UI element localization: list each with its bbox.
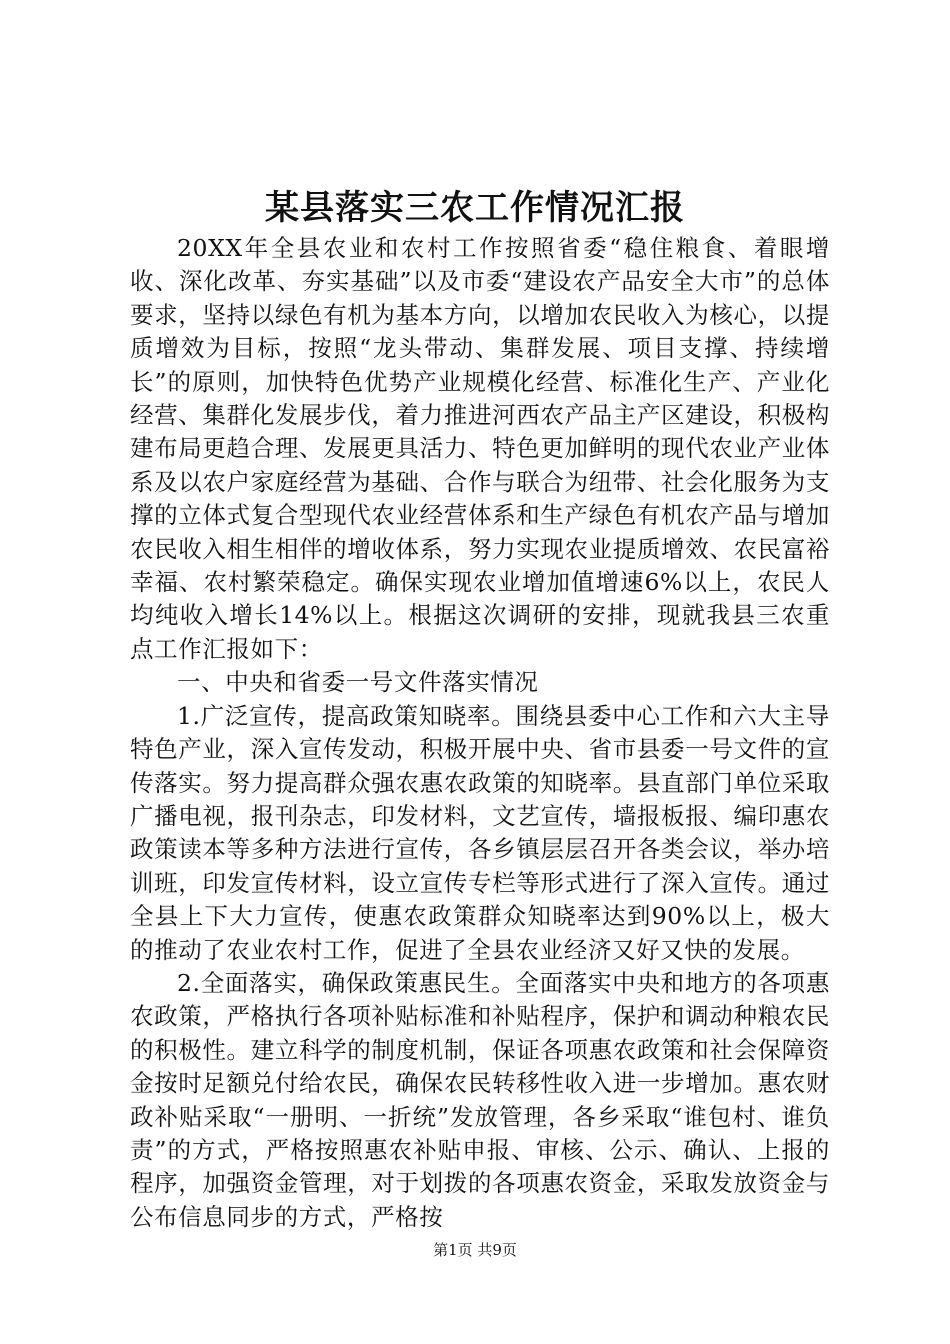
body-paragraph-2: 2.全面落实，确保政策惠民生。全面落实中央和地方的各项惠农政策，严格执行各项补贴标准和补贴程序，保护和调动种粮农民的积极性。建立科学的制度机制，保证各项惠农政策和社会保障资金按时足额兑付给农民，确保农民转移性收入进一步增加。惠农财政补贴采取“一册明、一折统”发放管理，各乡采取“谁包村、谁负责”的方式，严格按照惠农补贴申报、审核、公示、确认、上报的程序，加强资金管理，对于划拨的各项惠农资金，采取发放资金与公布信息同步的方式，严格按 xyxy=(130,968,830,1231)
body-paragraph-1: 1.广泛宣传，提高政策知晓率。围绕县委中心工作和六大主导特色产业，深入宣传发动，积极开展中央、省市县委一号文件的宣传落实。努力提高群众强农惠农政策的知晓率。县直部门单位采取广播电视，报刊杂志，印发材料，文艺宣传，墙报板报、编印惠农政策读本等多种方法进行宣传，各乡镇层层召开各类会议，举办培训班，印发宣传材料，设立宣传专栏等形式进行了深入宣传。通过全县上下大力宣传，使惠农政策群众知晓率达到90%以上，极大的推动了农业农村工作，促进了全县农业经济又好又快的发展。 xyxy=(130,701,830,964)
intro-paragraph: 20XX年全县农业和农村工作按照省委“稳住粮食、着眼增收、深化改革、夯实基础”以及市委“建设农产品安全大市”的总体要求，坚持以绿色有机为基本方向，以增加农民收入为核心，以提质增效为目标，按照“龙头带动、集群发展、项目支撑、持续增长”的原则，加快特色优势产业规模化经营、标准化生产、产业化经营、集群化发展步伐，着力推进河西农产品主产区建设，积极构建布局更趋合理、发展更具活力、特色更加鲜明的现代农业产业体系及以农户家庭经营为基础、合作与联合为纽带、社会化服务为支撑的立体式复合型现代农业经营体系和生产绿色有机农产品与增加农民收入相生相伴的增收体系，努力实现农业提质增效、农民富裕幸福、农村繁荣稳定。确保实现农业增加值增速6%以上，农民人均纯收入增长14%以上。根据这次调研的安排，现就我县三农重点工作汇报如下： xyxy=(130,234,830,663)
document-body xyxy=(130,232,830,1234)
page-footer: 第1页 共9页 xyxy=(433,1241,517,1259)
section-heading: 一、中央和省委一号文件落实情况 xyxy=(177,668,539,697)
document-title: 某县落实三农工作情况汇报 xyxy=(265,188,685,228)
